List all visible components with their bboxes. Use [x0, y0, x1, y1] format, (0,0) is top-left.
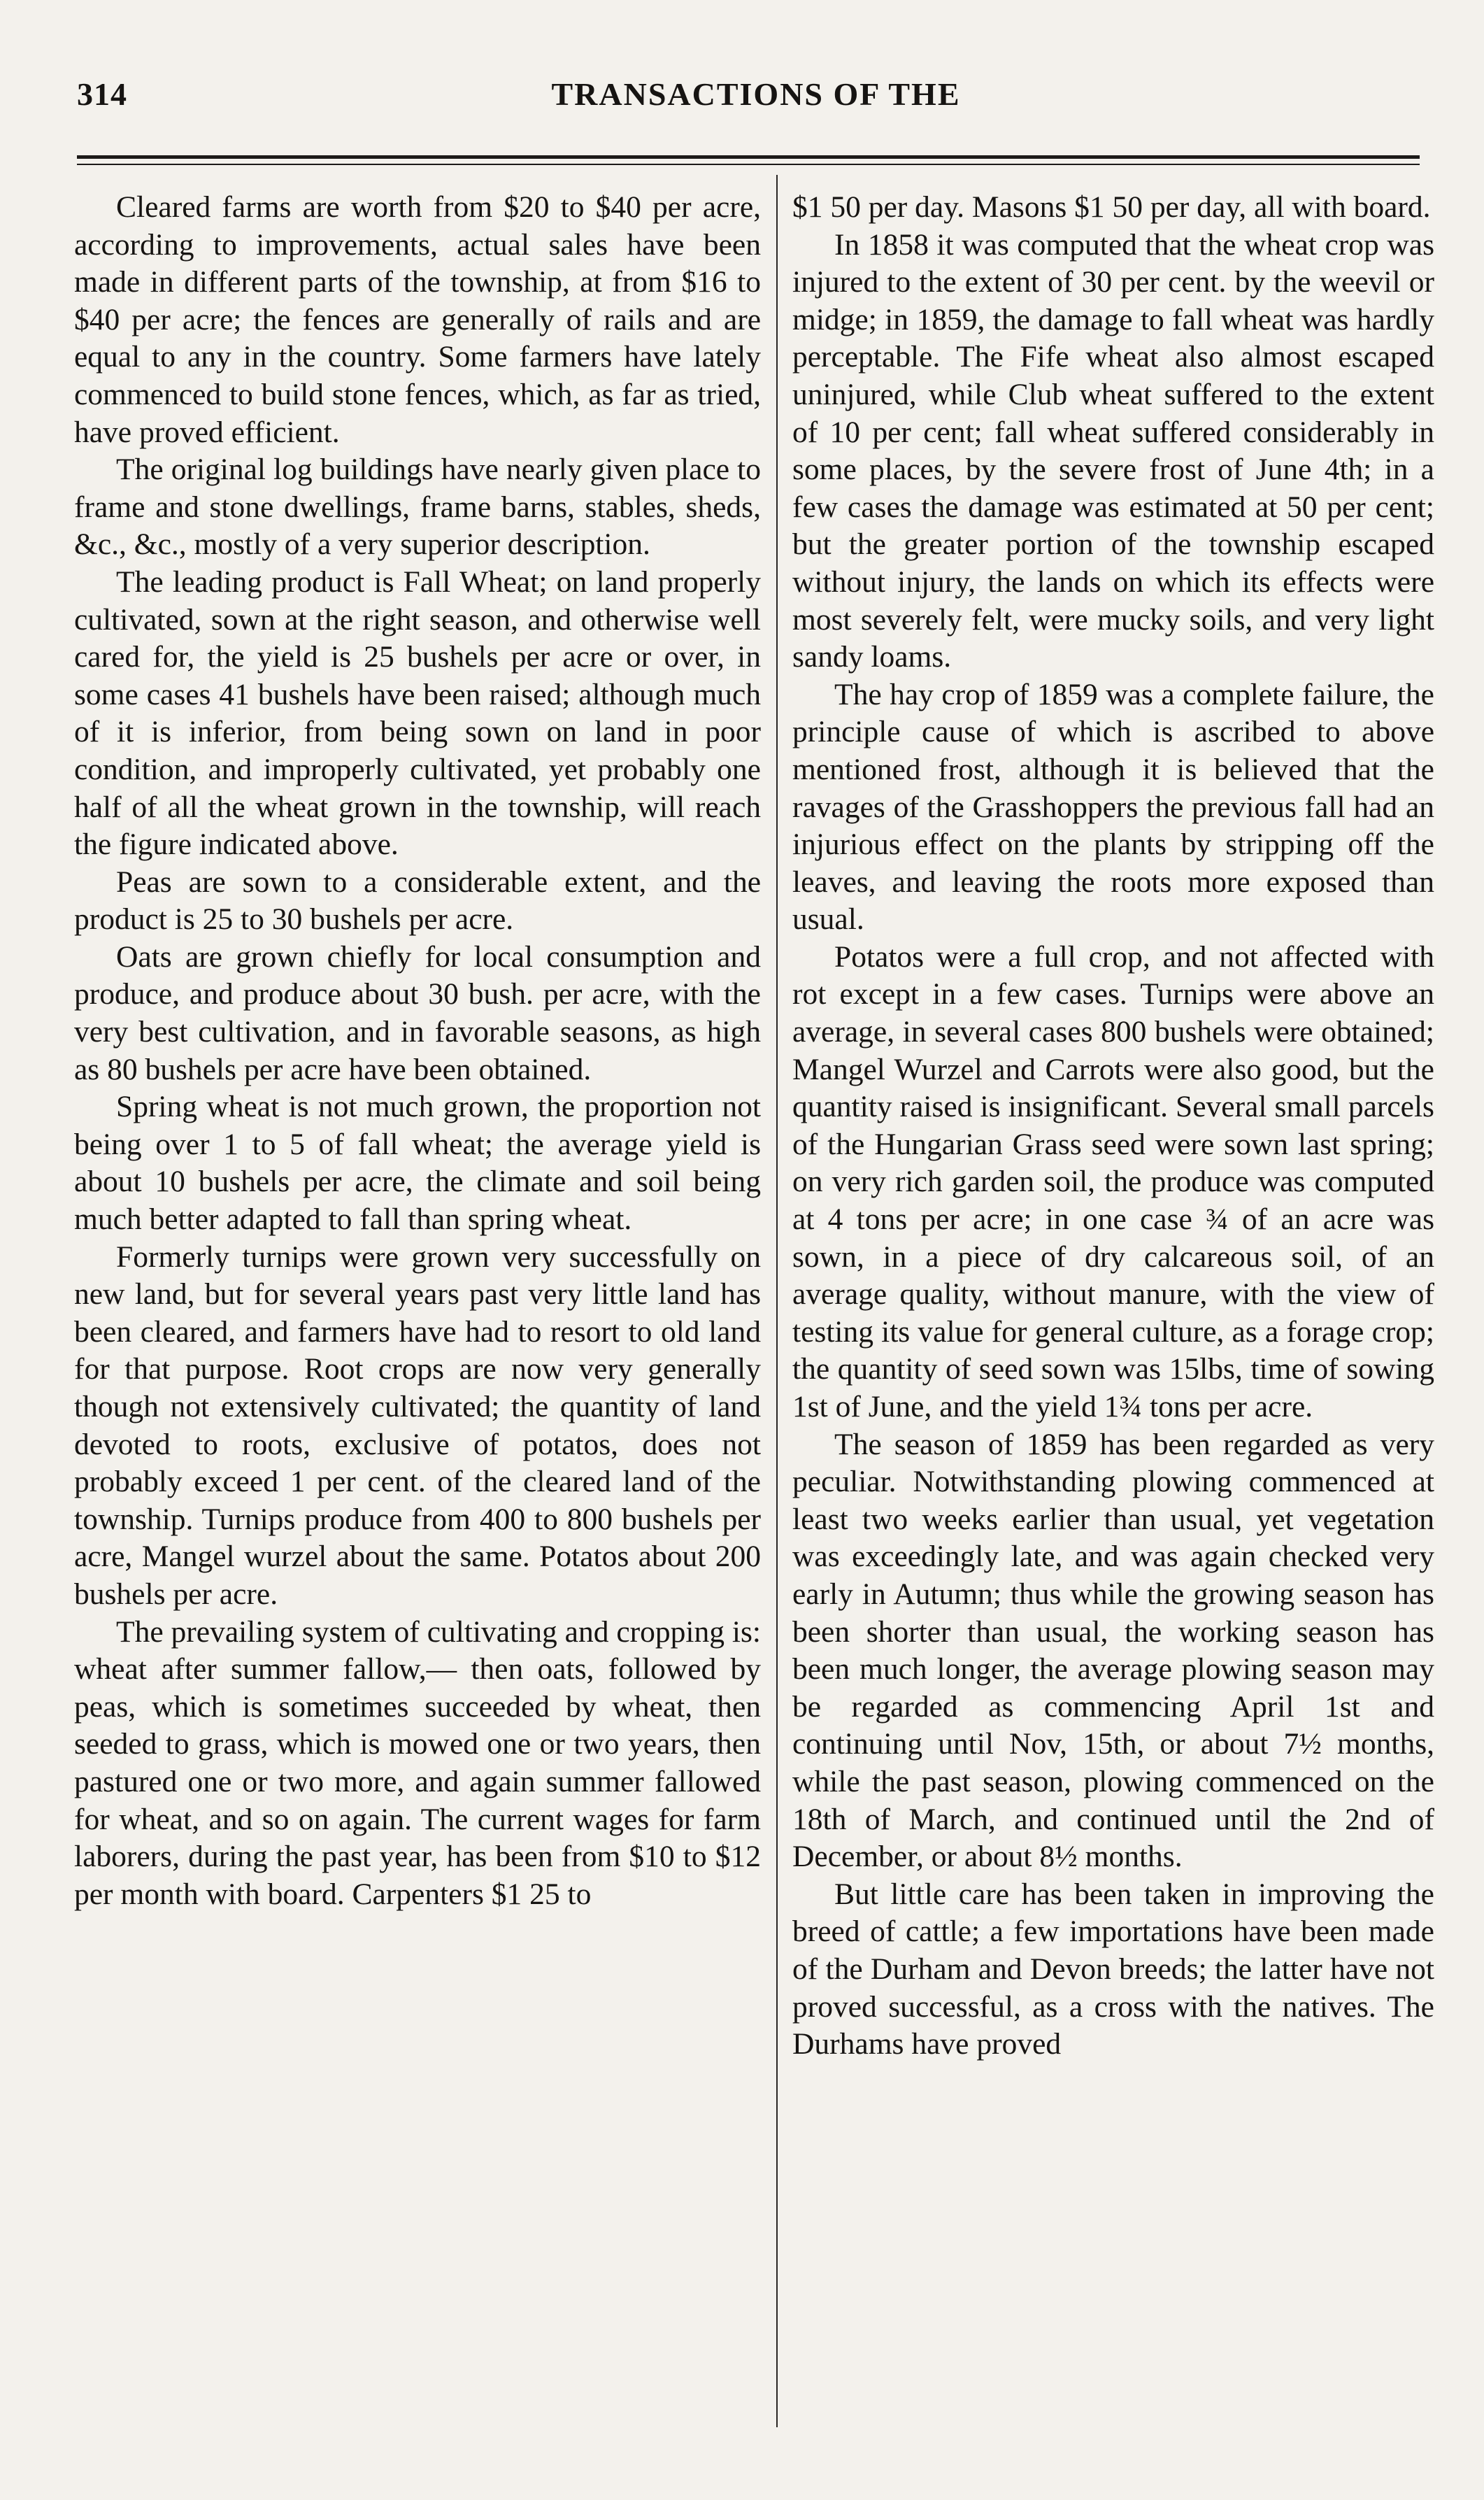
paragraph: Peas are sown to a considerable extent, and the product is 25 to 30 bushels per acre. [74, 865, 761, 937]
paragraph: Cleared farms are worth from $20 to $40 per acre, according to improvements, actual sales have been made in different parts of the township, at from $16 to $40 per acre; the fences are generally of rails and are equal to any in the country. Some farmers have lately commenced to build stone fences, which, as far as tried, have proved efficient. [74, 190, 761, 449]
header-rule-thick [77, 155, 1420, 159]
paragraph: Potatos were a full crop, and not affected with rot except in a few cases. Turnips were above an average, in several cases 800 bushels were obtained; Mangel Wurzel and Carrots were also good, but the quantity raised is insignificant. Several small parcels of the Hungarian Grass seed were sown last spring; on very rich garden soil, the produce was computed at 4 tons per acre; in one case ¾ of an acre was sown, in a piece of dry calcareous soil, of an average quality, without manure, with the view of testing its value for general culture, as a forage crop; the quantity of seed sown was 15lbs, time of sowing 1st of June, and the yield 1¾ tons per acre. [792, 939, 1434, 1423]
header-rule-thin [77, 164, 1420, 165]
paragraph: The original log buildings have nearly given place to frame and stone dwellings, frame barns, stables, sheds, &c., &c., mostly of a very superior description. [74, 453, 761, 562]
paragraph: In 1858 it was computed that the wheat crop was injured to the extent of 30 per cent. by the weevil or midge; in 1859, the damage to fall wheat was hardly perceptable. The Fife wheat also almost escaped uninjured, while Club wheat suffered to the extent of 10 per cent; fall wheat suffered considerably in some places, by the severe frost of June 4th; in a few cases the damage was estimated at 50 per cent; but the greater portion of the township escaped without injury, the lands on which its effects were most severely felt, were mucky soils, and very light sandy loams. [792, 227, 1434, 674]
column-divider [776, 175, 778, 2427]
page-header [77, 76, 1435, 125]
right-column [792, 189, 1434, 2064]
paragraph: The hay crop of 1859 was a complete failure, the principle cause of which is ascribed to above mentioned frost, although it is believed that the ravages of the Grasshoppers the previous fall had an injurious effect on the plants by stripping off the leaves, and leaving the roots more exposed than usual. [792, 677, 1434, 937]
left-column [74, 189, 761, 1913]
paragraph: Spring wheat is not much grown, the proportion not being over 1 to 5 of fall wheat; the average yield is about 10 bushels per acre, the climate and soil being much better adapted to fall than spring wheat. [74, 1090, 761, 1237]
running-head: TRANSACTIONS OF THE [551, 76, 961, 112]
paragraph: Oats are grown chiefly for local consumption and produce, and produce about 30 bush. per acre, with the very best cultivation, and in favorable seasons, as high as 80 bushels per acre have been obtained. [74, 939, 761, 1086]
paragraph: But little care has been taken in improving the breed of cattle; a few importations have been made of the Durham and Devon breeds; the latter have not proved successful, as a cross with the natives. The Durhams have proved [792, 1877, 1434, 2061]
paragraph: Formerly turnips were grown very successfully on new land, but for several years past very little land has been cleared, and farmers have had to resort to old land for that purpose. Root crops are now very generally though not extensively cultivated; the quantity of land devoted to roots, exclusive of potatos, does not probably exceed 1 per cent. of the cleared land of the township. Turnips produce from 400 to 800 bushels per acre, Mangel wurzel about the same. Potatos about 200 bushels per acre. [74, 1240, 761, 1611]
paragraph: The leading product is Fall Wheat; on land properly cultivated, sown at the right season, and otherwise well cared for, the yield is 25 bushels per acre or over, in some cases 41 bushels have been raised; although much of it is inferior, from being sown on land in poor condition, and improperly cultivated, yet probably one half of all the wheat grown in the township, will reach the figure indicated above. [74, 564, 761, 862]
paragraph: The season of 1859 has been regarded as very peculiar. Notwithstanding plowing commenced at least two weeks earlier than usual, yet vegetation was exceedingly late, and was again checked very early in Autumn; thus while the growing season has been shorter than usual, the working season has been much longer, the average plowing season may be regarded as commencing April 1st and continuing until Nov, 15th, or about 7½ months, while the past season, plowing commenced on the 18th of March, and continued until the 2nd of December, or about 8½ months. [792, 1427, 1434, 1874]
paragraph-continued: $1 50 per day. Masons $1 50 per day, all with board. [792, 190, 1431, 224]
paragraph: The prevailing system of cultivating and cropping is: wheat after summer fallow,— then oats, followed by peas, which is sometimes succeeded by wheat, then seeded to grass, which is mowed one or two years, then pastured one or two more, and again summer fallowed for wheat, and so on again. The current wages for farm laborers, during the past year, has been from $10 to $12 per month with board. Carpenters $1 25 to [74, 1614, 761, 1911]
page-number: 314 [77, 76, 127, 112]
